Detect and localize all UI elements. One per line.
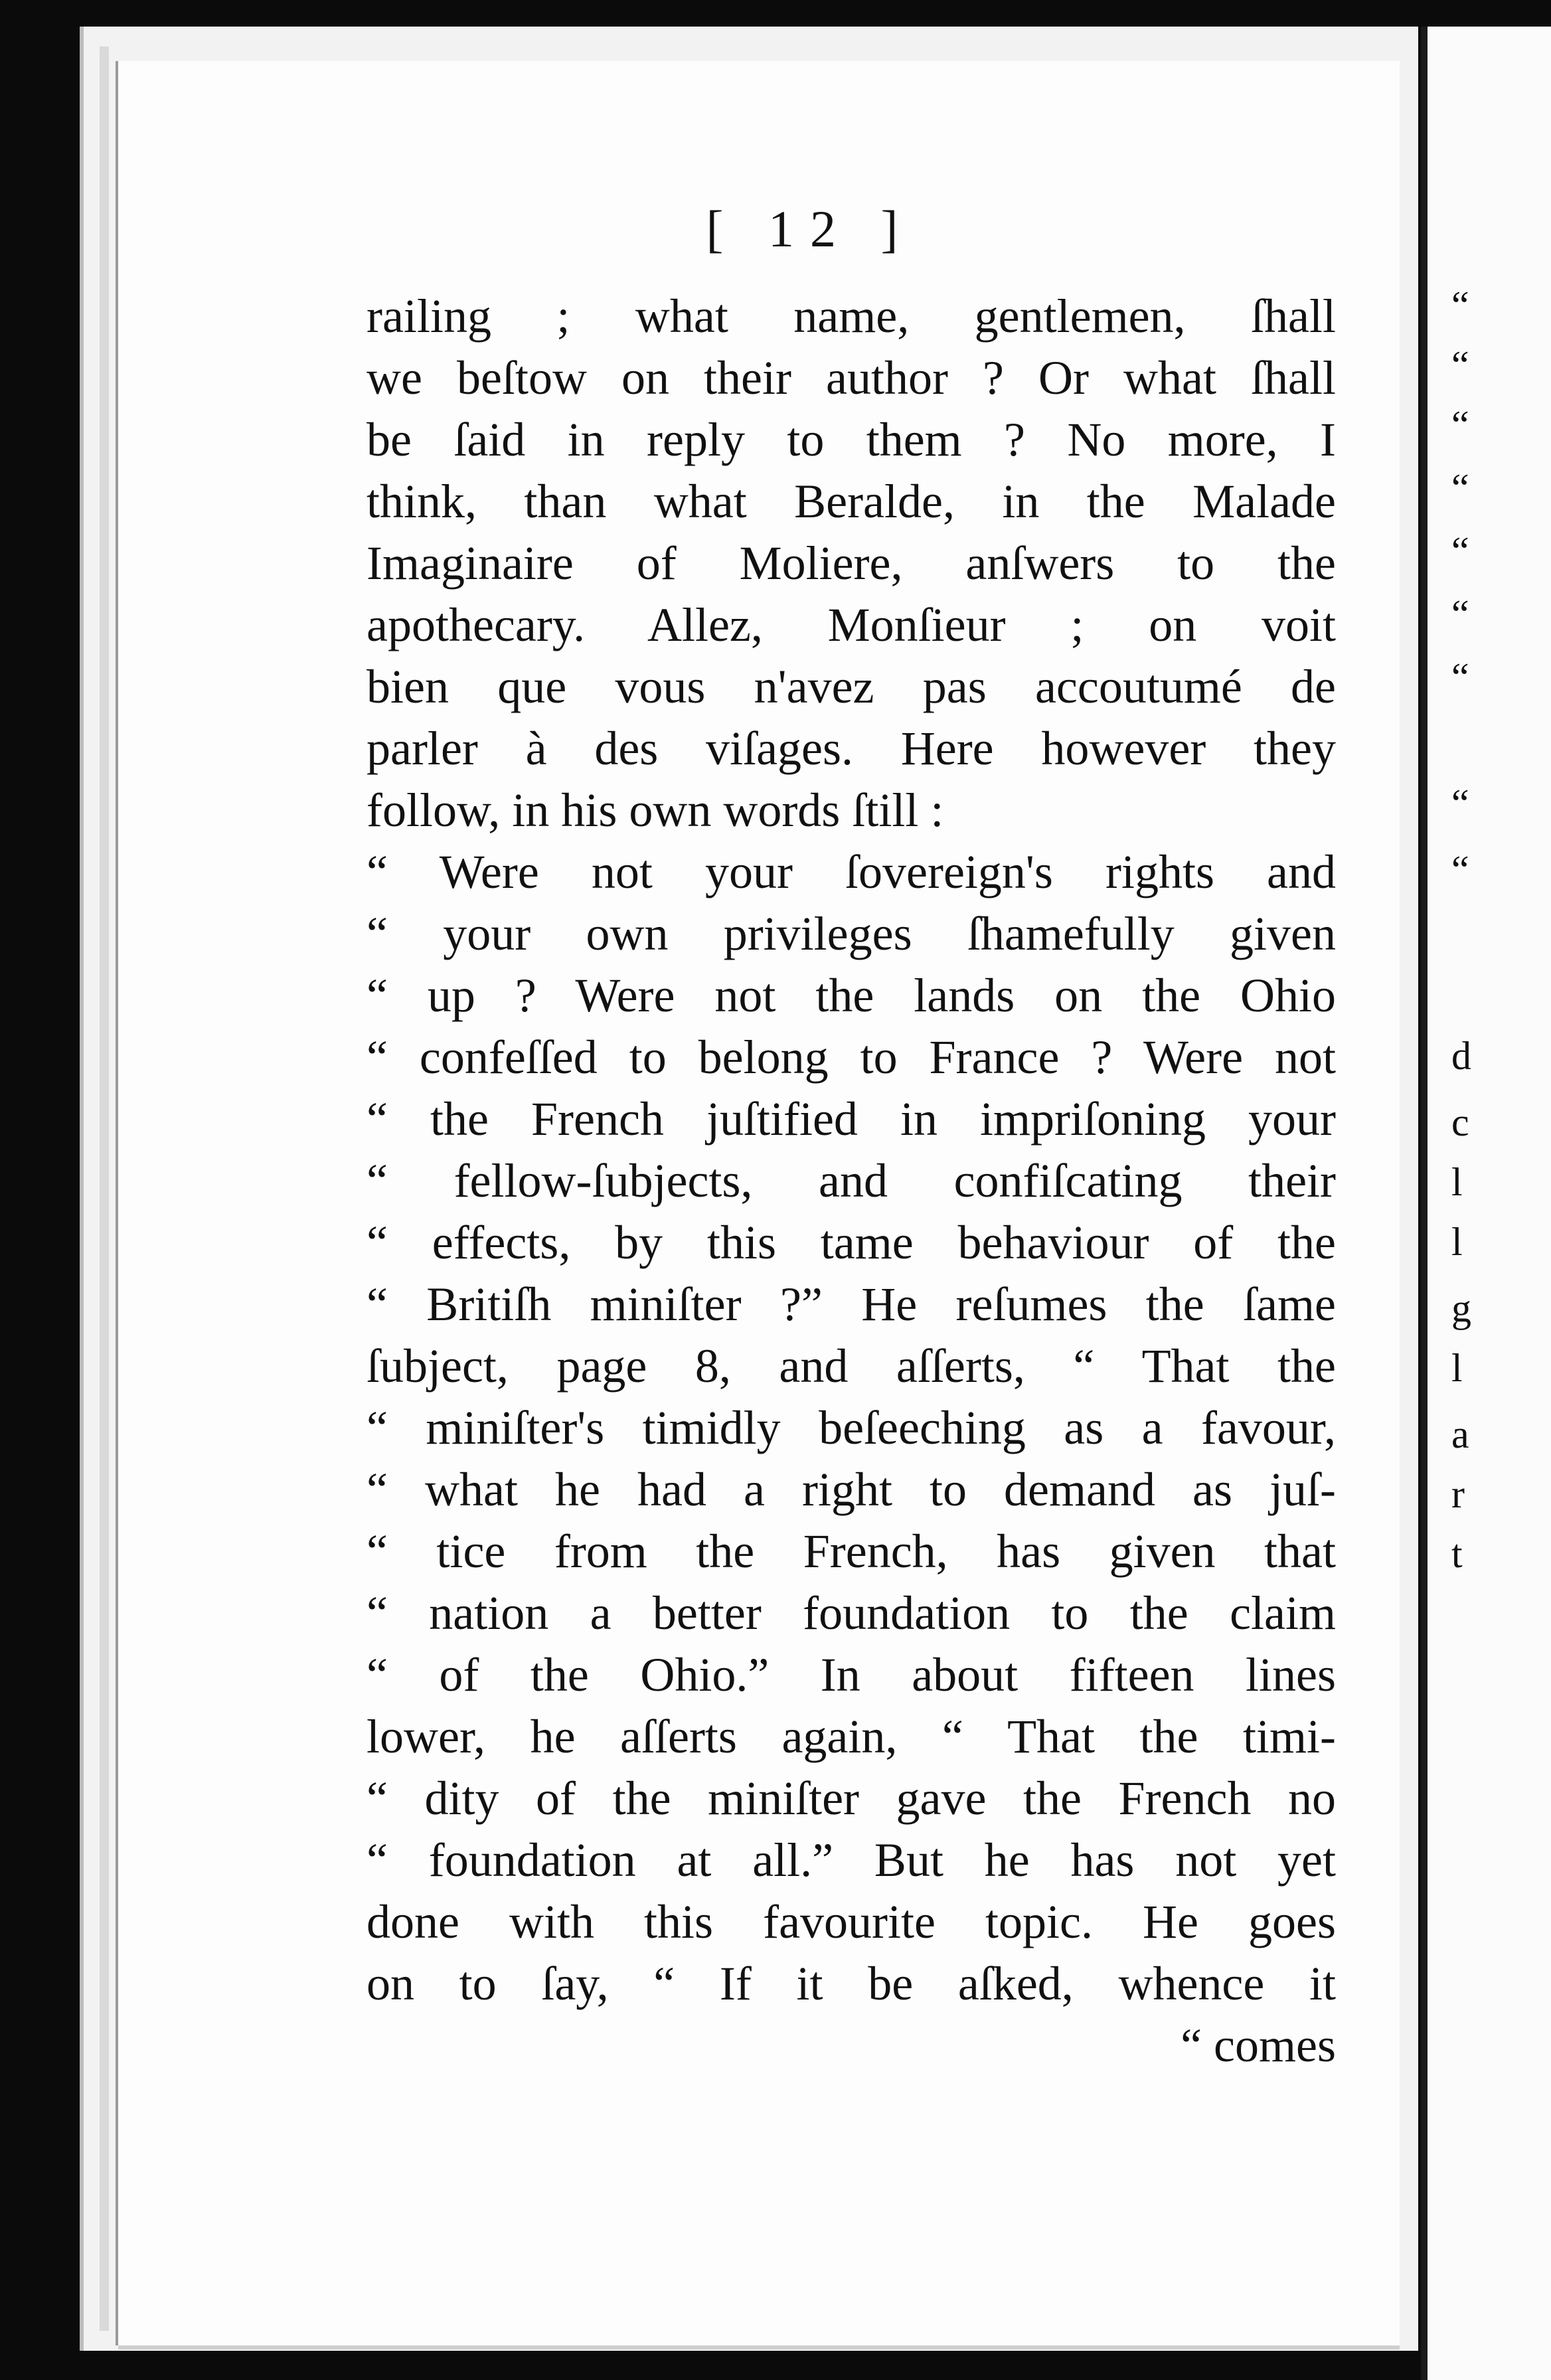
facing-fragment: c <box>1451 1100 1469 1144</box>
text-line: “ foundation at all.” But he has not yet <box>367 1833 1336 1887</box>
text-line: “ confeſſed to belong to France ? Were not <box>367 1031 1336 1084</box>
text-line: “ Were not your ſovereign's rights and <box>367 845 1336 898</box>
text-line: “ of the Ohio.” In about fifteen lines <box>367 1648 1336 1701</box>
text-line: Imaginaire of Moliere, anſwers to the <box>367 537 1336 590</box>
text-line: “ dity of the miniſter gave the French no <box>367 1772 1336 1825</box>
text-line: “ what he had a right to demand as juſ- <box>367 1463 1336 1516</box>
text-line: “ Britiſh miniſter ?” He reſumes the ſame <box>367 1278 1336 1331</box>
text-line: bien que vous n'avez pas accoutumé de <box>367 660 1336 713</box>
facing-fragment: r <box>1451 1472 1465 1516</box>
text-line: “ up ? Were not the lands on the Ohio <box>367 969 1336 1022</box>
text-line: parler à des viſages. Here however they <box>367 722 1336 775</box>
facing-fragment: “ <box>1451 848 1469 892</box>
text-line: “ fellow-ſubjects, and confiſcating their <box>367 1154 1336 1207</box>
facing-fragment: “ <box>1451 284 1469 327</box>
text-line: “ nation a better foundation to the claim <box>367 1586 1336 1640</box>
text-line: “ effects, by this tame behaviour of the <box>367 1216 1336 1269</box>
text-line: “ miniſter's timidly beſeeching as a favour, <box>367 1401 1336 1454</box>
text-line: “ tice from the French, has given that <box>367 1525 1336 1578</box>
text-line: railing ; what name, gentlemen, ſhall <box>367 290 1336 343</box>
text-line: think, than what Beralde, in the Malade <box>367 475 1336 528</box>
facing-fragment: “ <box>1451 343 1469 387</box>
text-line: on to ſay, “ If it be aſked, whence it <box>367 1957 1336 2010</box>
page-body-text <box>367 286 1336 2077</box>
text-line: apothecary. Allez, Monſieur ; on voit <box>367 598 1336 651</box>
catchword: “ comes <box>1181 2019 1336 2072</box>
facing-fragment: “ <box>1451 782 1469 825</box>
facing-fragment: a <box>1451 1412 1469 1456</box>
facing-fragment: “ <box>1451 592 1469 636</box>
text-line: we beſtow on their author ? Or what ſhall <box>367 351 1336 404</box>
facing-fragment: g <box>1451 1286 1471 1330</box>
facing-fragment: l <box>1451 1220 1463 1264</box>
text-line: be ſaid in reply to them ? No more, I <box>367 413 1336 466</box>
text-line: done with this favourite topic. He goes <box>367 1895 1336 1948</box>
page-number: [ 12 ] <box>706 200 914 258</box>
facing-fragment: l <box>1451 1160 1463 1204</box>
facing-fragment: t <box>1451 1532 1463 1576</box>
facing-fragment: “ <box>1451 529 1469 573</box>
facing-fragment: l <box>1451 1346 1463 1390</box>
text-line: ſubject, page 8, and aſſerts, “ That the <box>367 1339 1336 1393</box>
text-line: lower, he aſſerts again, “ That the timi- <box>367 1710 1336 1763</box>
facing-fragment: d <box>1451 1034 1471 1078</box>
facing-fragment: “ <box>1451 655 1469 699</box>
text-line: “ your own privileges ſhamefully given <box>367 907 1336 960</box>
page-edge-shadow <box>100 46 109 2331</box>
text-line: follow, in his own words ſtill : <box>367 784 944 837</box>
facing-page-edge <box>1421 27 1551 2380</box>
text-line: “ the French juſtified in impriſoning your <box>367 1092 1336 1146</box>
facing-fragment: “ <box>1451 466 1469 510</box>
facing-fragment: “ <box>1451 403 1469 447</box>
